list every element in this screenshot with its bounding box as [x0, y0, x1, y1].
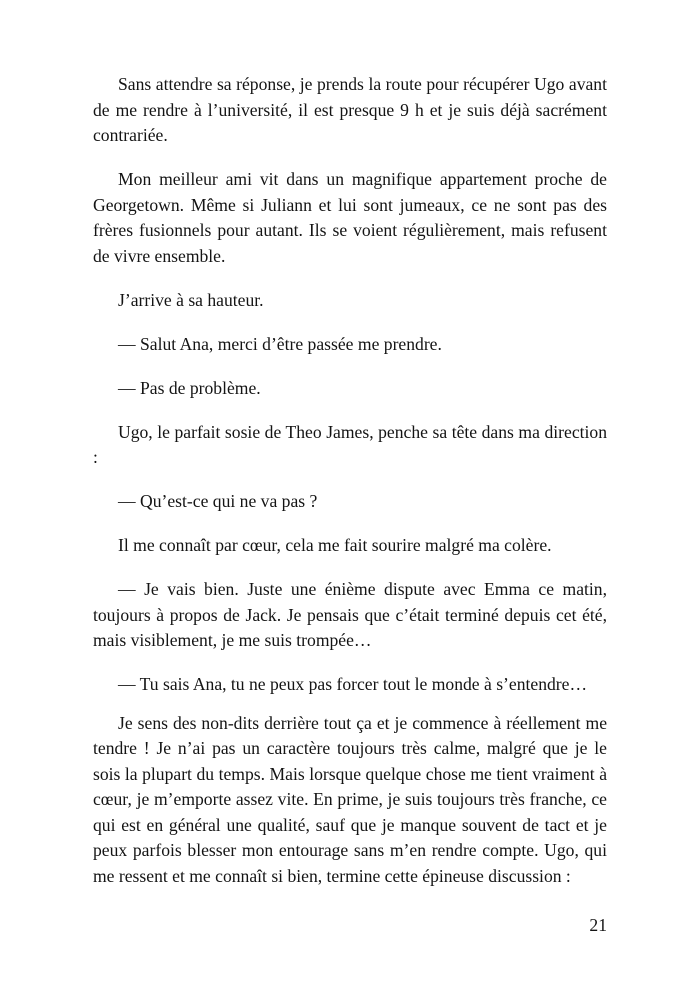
dialogue-line-3: — Qu’est-ce qui ne va pas ?: [118, 491, 318, 511]
dialogue-line-4: — Je vais bien. Juste une énième dispute avec Emma ce matin, toujours à propos de Jack. Je pensais que c’était terminé depuis cet été, mais visiblement, je me suis trompée…: [93, 579, 607, 650]
body-text: [93, 72, 607, 889]
page-number: 21: [589, 915, 607, 935]
paragraph-4: Ugo, le parfait sosie de Theo James, penche sa tête dans ma direction :: [93, 421, 607, 467]
paragraph-3: J’arrive à sa hauteur.: [118, 289, 264, 310]
dialogue-line-2: — Pas de problème.: [118, 377, 261, 398]
paragraph-2: Mon meilleur ami vit dans un magnifique appartement proche de Georgetown. Même si Juliann et lui sont jumeaux, ce ne sont pas des frères fusionnels pour autant. Ils se voient régulièrement, mais refusent de vivre ensemble.: [93, 169, 607, 266]
dialogue-line-5: — Tu sais Ana, tu ne peux pas forcer tout le monde à s’entendre…: [118, 674, 588, 694]
paragraph-1: Sans attendre sa réponse, je prends la route pour récupérer Ugo avant de me rendre à l’université, il est presque 9 h et je suis déjà sacrément contrariée.: [93, 74, 607, 145]
paragraph-5: Il me connaît par cœur, cela me fait sourire malgré ma colère.: [118, 535, 552, 555]
paragraph-6: Je sens des non-dits derrière tout ça et je commence à réellement me tendre ! Je n’ai pas un caractère toujours très calme, malgré que je le sois la plupart du temps. Mais lorsque quelque chose me tient vraiment à cœur, je m’emporte assez vite. En prime, je suis toujours très franche, ce qui est en général une qualité, sauf que je manque souvent de tact et je peux parfois blesser mon entourage sans m’en rendre compte. Ugo, qui me ressent et me connaît si bien, termine cette épineuse discussion :: [93, 712, 607, 886]
dialogue-line-1: — Salut Ana, merci d’être passée me prendre.: [118, 333, 442, 354]
